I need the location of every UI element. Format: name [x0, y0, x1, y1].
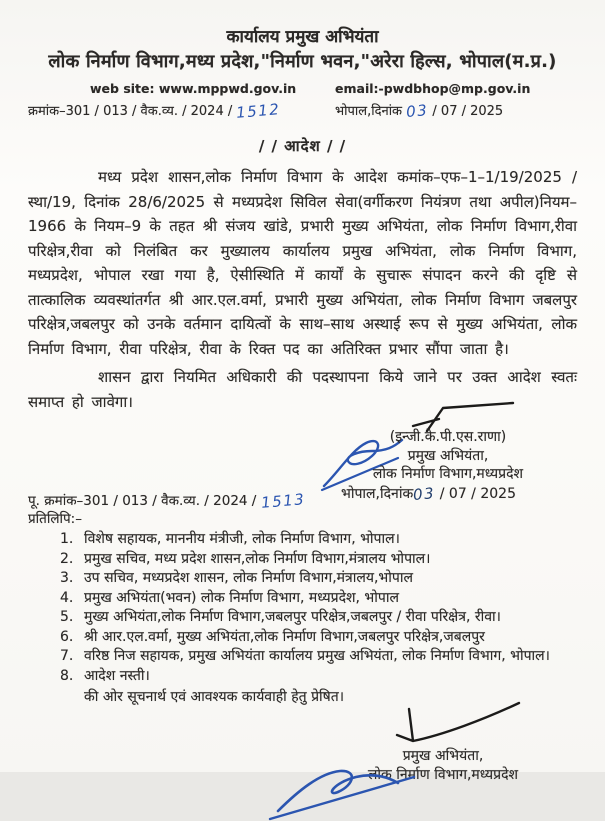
website-text: web site: www.mppwd.gov.in — [90, 81, 297, 96]
order-paragraph-2: शासन द्वारा नियमित अधिकारी की पदस्थापना किये जाने पर उक्त आदेश स्वतः समाप्त हो जावेगा। — [28, 368, 577, 411]
signature-block-1 — [28, 414, 577, 528]
signature-date-handwritten: 03 — [412, 483, 437, 504]
endorsement-ref-printed: पू. क्रमांक–301 / 013 / वैक.व्य. / 2024 / — [28, 493, 257, 509]
signature-place-date: भोपाल,दिनांक03 / 07 / 2025 — [341, 483, 516, 504]
list-item: 5. मुख्य अभियंता,लोक निर्माण विभाग,जबलपुर परिक्षेत्र,जबलपुर / रीवा परिक्षेत्र, रीवा। — [60, 609, 501, 625]
signatory-title: प्रमुख अभियंता, — [402, 748, 484, 764]
office-title: कार्यालय प्रमुख अभियंता — [226, 27, 379, 47]
endorsement-ref-handwritten: 1513 — [260, 490, 306, 512]
endorsement-reference — [28, 491, 305, 528]
copy-recipients-list — [28, 530, 577, 686]
signature-scribble-icon — [266, 763, 426, 821]
date-day-handwritten: 03 — [405, 101, 430, 121]
signatory-name: (इन्जी.के.पी.एस.राणा) — [389, 429, 507, 445]
signature-block-2 — [28, 707, 577, 811]
list-item: 6. श्री आर.एल.वर्मा, मुख्य अभियंता,लोक निर्माण विभाग,जबलपुर परिक्षेत्र,जबलपुर — [60, 628, 485, 645]
list-item: 1. विशेष सहायक, माननीय मंत्रीजी, लोक निर्माण विभाग, भोपाल। — [60, 531, 400, 547]
closing-line: की ओर सूचनार्थ एवं आवश्यक कार्यवाही हेतु प्रेषित। — [84, 689, 345, 705]
reference-number-handwritten: 1512 — [235, 100, 282, 122]
place-date-prefix: भोपाल,दिनांक — [335, 104, 403, 119]
list-item: 4. प्रमुख अभियंता(भवन) लोक निर्माण विभाग, मध्यप्रदेश, भोपाल — [60, 589, 399, 606]
order-paragraph-1: मध्य प्रदेश शासन,लोक निर्माण विभाग के आदेश कमांक–एफ–1–1/19/2025 /स्था/19, दिनांक 28/6/2025 से मध्यप्रदेश सिविल सेवा(वर्गीकरण नियंत्रण तथा अपील)नियम–1966 के नियम–9 के तहत श्री संजय खांडे, प्रभारी मुख्य अभियंता, लोक निर्माण विभाग,रीवा परिक्षेत्र,रीवा को निलंबित कर मुख्यालय कार्यालय प्रमुख अभियंता, लोक निर्माण विभाग, मध्यप्रदेश, भोपाल रखा गया है, ऐसीस्थिति में कार्यों के सुचारू संपादन करने की दृष्टि से तात्कालिक व्यवस्थांतर्गत श्री आर.एल.वर्मा, प्रभारी मुख्य अभियंता, लोक निर्माण विभाग जबलपुर परिक्षेत्र,जबलपुर को उनके वर्तमान दायित्वों के साथ–साथ अस्थाई रूप से मुख्य अभियंता, लोक निर्माण विभाग, रीवा परिक्षेत्र, रीवा के रिक्त पद का अतिरिक्त प्रभार सौंपा जाता है। — [28, 168, 577, 358]
date-rest: / 07 / 2025 — [432, 104, 504, 119]
reference-row — [28, 99, 577, 123]
list-item: 7. वरिष्ठ निज सहायक, प्रमुख अभियंता कार्यालय प्रमुख अभियंता, लोक निर्माण विभाग, भोपाल। — [60, 648, 550, 664]
email-text: email:-pwdbhop@mp.gov.in — [335, 81, 531, 96]
place-date — [335, 99, 577, 123]
contact-row — [28, 80, 577, 97]
signatory-title: प्रमुख अभियंता, — [407, 447, 489, 464]
list-item: 2. प्रमुख सचिव, मध्य प्रदेश शासन,लोक निर्माण विभाग,मंत्रालय भोपाल। — [60, 550, 431, 567]
signatory-details — [323, 428, 573, 503]
signatory-dept: लोक निर्माण विभाग,मध्यप्रदेश — [372, 466, 524, 482]
department-address-line: लोक निर्माण विभाग,मध्य प्रदेश,"निर्माण भवन,"अरेरा हिल्स, भोपाल(म.प्र.) — [48, 51, 557, 72]
reference-number — [28, 99, 281, 123]
signatory-dept: लोक निर्माण विभाग,मध्यप्रदेश — [367, 767, 519, 783]
reference-number-printed: क्रमांक–301 / 013 / वैक.व्य. / 2024 / — [28, 104, 233, 119]
pen-stroke-icon — [391, 699, 525, 751]
letterhead — [28, 26, 577, 123]
order-heading: / / आदेश / / — [258, 137, 347, 155]
list-item: 3. उप सचिव, मध्यप्रदेश शासन, लोक निर्माण विभाग,मंत्रालय,भोपाल — [60, 570, 413, 586]
copy-to-label: प्रतिलिपि:– — [28, 511, 82, 527]
list-item: 8. आदेश नस्ती। — [60, 667, 150, 684]
